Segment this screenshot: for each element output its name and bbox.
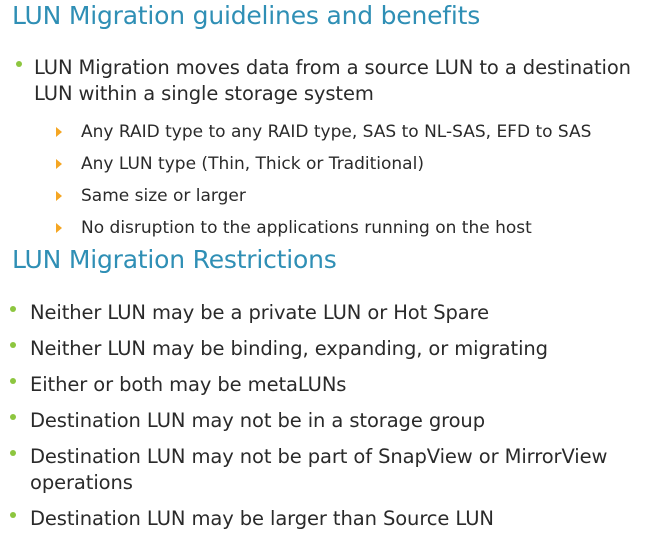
sub-item-text: Same size or larger <box>81 186 246 206</box>
green-dot-bullet-icon <box>10 378 16 384</box>
sub-item <box>48 116 645 148</box>
restriction-item-text: Either or both may be metaLUNs <box>30 373 347 396</box>
green-dot-bullet-icon <box>10 342 16 348</box>
orange-triangle-bullet-icon <box>56 223 62 233</box>
section1-bullet <box>14 55 644 107</box>
restriction-item-text: Neither LUN may be a private LUN or Hot Spare <box>30 301 490 324</box>
sub-item-text: No disruption to the applications running on the host <box>81 218 532 238</box>
section2-bullet-list <box>8 300 640 542</box>
sub-item-text: Any LUN type (Thin, Thick or Traditional) <box>81 154 424 174</box>
restriction-item <box>8 300 640 326</box>
sub-item <box>48 148 645 180</box>
green-dot-bullet-icon <box>10 512 16 518</box>
orange-triangle-bullet-icon <box>56 127 62 137</box>
restriction-item <box>8 336 640 362</box>
sub-item <box>48 212 645 244</box>
green-dot-bullet-icon <box>10 306 16 312</box>
section1-bullet-list <box>14 55 644 107</box>
green-dot-bullet-icon <box>10 414 16 420</box>
restriction-item-text: Destination LUN may not be in a storage group <box>30 409 485 432</box>
restriction-item-text: Neither LUN may be binding, expanding, or migrating <box>30 337 548 360</box>
restriction-item <box>8 372 640 398</box>
sub-item <box>48 180 645 212</box>
restriction-item <box>8 408 640 434</box>
section2-heading: LUN Migration Restrictions <box>12 245 337 274</box>
restriction-item-text: Destination LUN may not be part of SnapView or MirrorView operations <box>30 445 608 494</box>
section1-sub-list <box>48 116 645 244</box>
restriction-item <box>8 506 640 532</box>
orange-triangle-bullet-icon <box>56 191 62 201</box>
restriction-item <box>8 444 640 496</box>
section1-heading: LUN Migration guidelines and benefits <box>12 1 481 30</box>
green-dot-bullet-icon <box>16 61 22 67</box>
orange-triangle-bullet-icon <box>56 159 62 169</box>
sub-item-text: Any RAID type to any RAID type, SAS to NL-SAS, EFD to SAS <box>81 122 592 142</box>
section1-bullet-text: LUN Migration moves data from a source LUN to a destination LUN within a single storage system <box>34 56 631 105</box>
restriction-item-text: Destination LUN may be larger than Source LUN <box>30 507 494 530</box>
green-dot-bullet-icon <box>10 450 16 456</box>
